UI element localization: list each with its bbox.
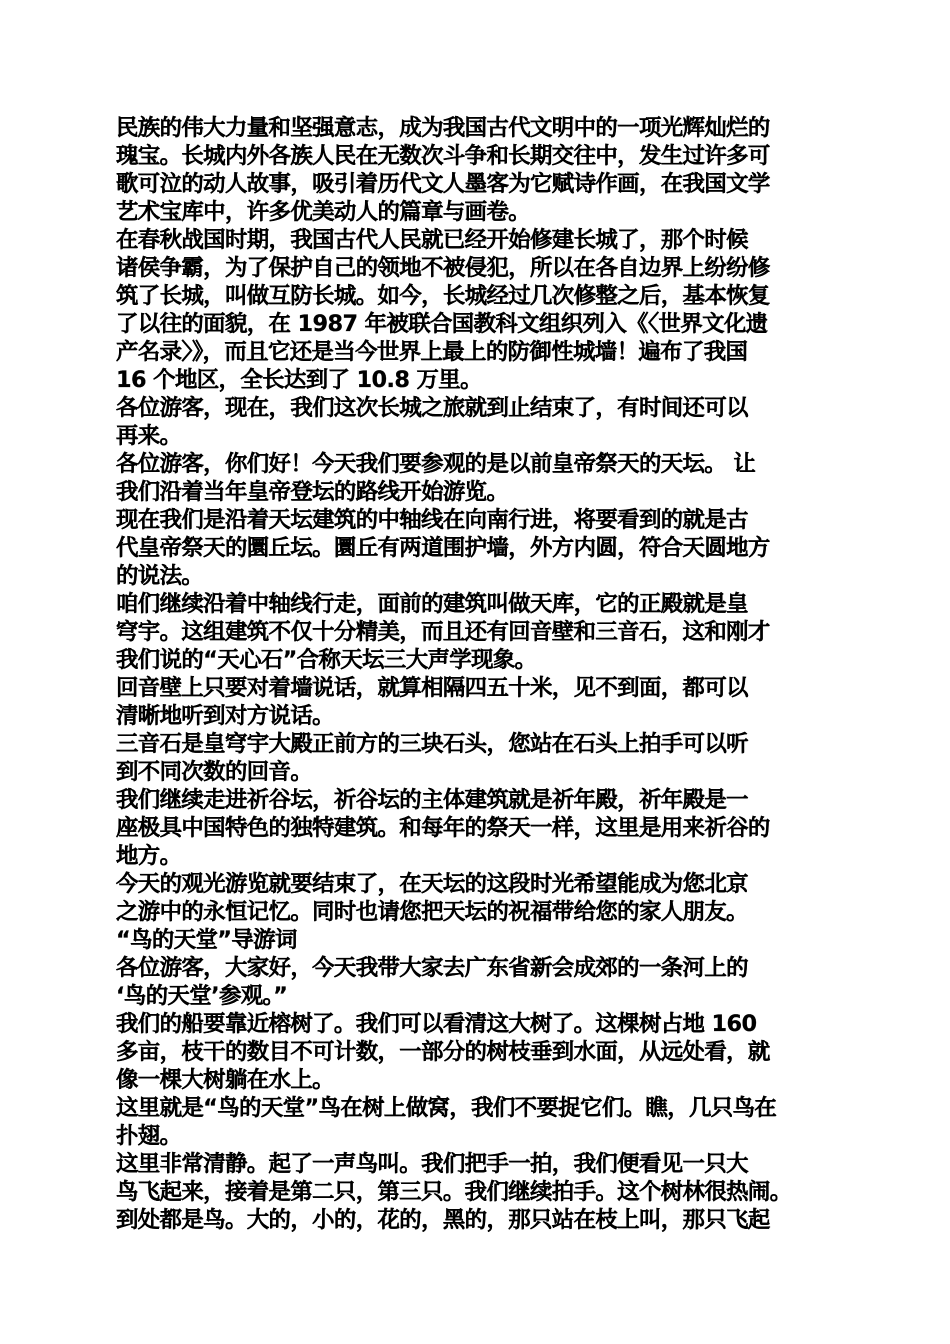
text-line: 这里就是“鸟的天堂”鸟在树上做窝，我们不要捉它们。瞧，几只鸟在 bbox=[116, 1095, 777, 1121]
text-line: 到不同次数的回音。 bbox=[116, 759, 313, 785]
text-line: 这里非常清静。起了一声鸟叫。我们把手一拍，我们便看见一只大 bbox=[116, 1151, 748, 1177]
text-line: 瑰宝。长城内外各族人民在无数次斗争和长期交往中，发生过许多可 bbox=[116, 143, 770, 169]
text-line: ‘鸟的天堂’参观。” bbox=[116, 983, 288, 1009]
text-line: 我们说的“天心石”合称天坛三大声学现象。 bbox=[116, 647, 537, 673]
text-line: 各位游客，现在，我们这次长城之旅就到止结束了，有时间还可以 bbox=[116, 395, 748, 421]
text-line: 像一棵大树躺在水上。 bbox=[116, 1067, 334, 1093]
text-line: 我们的船要靠近榕树了。我们可以看清这大树了。这棵树占地 160 bbox=[116, 1011, 757, 1037]
text-line: 清晰地听到对方说话。 bbox=[116, 703, 334, 729]
text-line: 今天的观光游览就要结束了，在天坛的这段时光希望能成为您北京 bbox=[116, 871, 748, 897]
text-line: 艺术宝库中，许多优美动人的篇章与画卷。 bbox=[116, 199, 531, 225]
text-line: 各位游客，大家好，今天我带大家去广东省新会成郊的一条河上的 bbox=[116, 955, 748, 981]
text-line: 之游中的永恒记忆。同时也请您把天坛的祝福带给您的家人朋友。 bbox=[116, 899, 748, 925]
text-line: 诸侯争霸，为了保护自己的领地不被侵犯，所以在各自边界上纷纷修 bbox=[116, 255, 770, 281]
text-line: 在春秋战国时期，我国古代人民就已经开始修建长城了，那个时候 bbox=[116, 227, 748, 253]
text-line: 了以往的面貌，在 1987 年被联合国教科文组织列入《〈世界文化遗 bbox=[116, 311, 768, 337]
text-line: 回音壁上只要对着墙说话，就算相隔四五十米，见不到面，都可以 bbox=[116, 675, 748, 701]
text-line: 产名录〉》，而且它还是当今世界上最上的防御性城墙！遍布了我国 bbox=[116, 339, 748, 365]
text-line: 扑翅。 bbox=[116, 1123, 182, 1149]
text-line: 我们沿着当年皇帝登坛的路线开始游览。 bbox=[116, 479, 509, 505]
text-line: 穹宇。这组建筑不仅十分精美，而且还有回音壁和三音石，这和刚才 bbox=[116, 619, 770, 645]
text-line: 再来。 bbox=[116, 423, 182, 449]
text-line: 各位游客，你们好！今天我们要参观的是以前皇帝祭天的天坛。 让 bbox=[116, 451, 756, 477]
text-line: 16 个地区，全长达到了 10.8 万里。 bbox=[116, 367, 482, 393]
text-line: 现在我们是沿着天坛建筑的中轴线在向南行进，将要看到的就是古 bbox=[116, 507, 748, 533]
text-line: 咱们继续沿着中轴线行走，面前的建筑叫做天库，它的正殿就是皇 bbox=[116, 591, 748, 617]
text-line: 地方。 bbox=[116, 843, 182, 869]
text-line: 鸟飞起来，接着是第二只，第三只。我们继续拍手。这个树林很热闹。 bbox=[116, 1179, 792, 1205]
text-line: 民族的伟大力量和坚强意志，成为我国古代文明中的一项光辉灿烂的 bbox=[116, 115, 770, 141]
text-line: 代皇帝祭天的圜丘坛。圜丘有两道围护墙，外方内圆，符合天圆地方 bbox=[116, 535, 770, 561]
text-line: 到处都是鸟。大的，小的，花的，黑的，那只站在枝上叫，那只飞起 bbox=[116, 1207, 770, 1233]
text-line: 三音石是皇穹宇大殿正前方的三块石头，您站在石头上拍手可以听 bbox=[116, 731, 748, 757]
document-body bbox=[116, 114, 838, 1234]
text-line: 我们继续走进祈谷坛，祈谷坛的主体建筑就是祈年殿，祈年殿是一 bbox=[116, 787, 748, 813]
text-line: 的说法。 bbox=[116, 563, 204, 589]
text-line: 多亩，枝干的数目不可计数，一部分的树枝垂到水面，从远处看，就 bbox=[116, 1039, 770, 1065]
text-line: 筑了长城，叫做互防长城。如今，长城经过几次修整之后，基本恢复 bbox=[116, 283, 770, 309]
text-line: 座极具中国特色的独特建筑。和每年的祭天一样，这里是用来祈谷的 bbox=[116, 815, 770, 841]
section-heading: “鸟的天堂”导游词 bbox=[116, 927, 297, 953]
text-line: 歌可泣的动人故事，吸引着历代文人墨客为它赋诗作画，在我国文学 bbox=[116, 171, 770, 197]
